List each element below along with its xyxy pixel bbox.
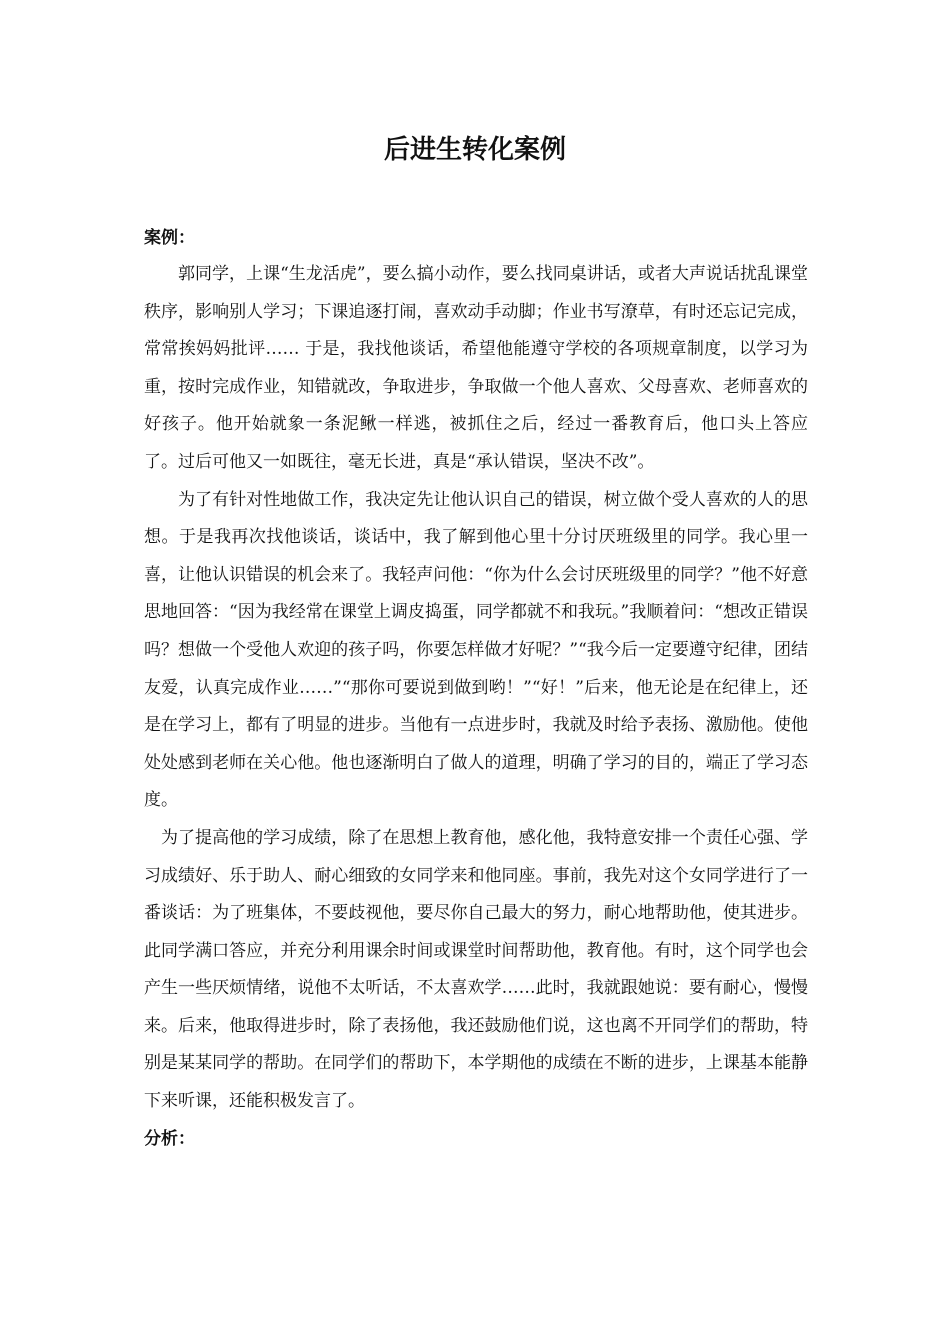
document-body: [144, 220, 808, 1157]
document-title: 后进生转化案例: [383, 135, 566, 165]
paragraph-1: 郭同学，上课“生龙活虎”，要么搞小动作，要么找同桌讲话，或者大声说话扰乱课堂秩序，影响别人学习；下课追逐打闹，喜欢动手动脚；作业书写潦草，有时还忘记完成，常常挨妈妈批评…… 于是，我找他谈话，希望他能遵守学校的各项规章制度，以学习为重，按时完成作业，知错就改，争取进步，争取做一个他人喜欢、父母喜欢、老师喜欢的好孩子。他开始就象一条泥鳅一样逃，被抓住之后，经过一番教育后，他口头上答应 了。过后可他又一如既往，毫无长进，真是“承认错误，坚决不改”。: [144, 264, 808, 472]
analysis-heading: 分析：: [144, 1128, 195, 1149]
paragraph-3: 为了提高他的学习成绩，除了在思想上教育他，感化他，我特意安排一个责任心强、学习成绩好、乐于助人、耐心细致的女同学来和他同座。事前，我先对这个女同学进行了一番谈话：为了班集体，不要歧视他，要尽你自己最大的努力，耐心地帮助他，使其进步。此同学满口答应，并充分利用课余时间或课堂时间帮助他，教育他。有时，这个同学也会产生一些厌烦情绪，说他不太听话，不太喜欢学……此时，我就跟她说：要有耐心，慢慢来。后来，他取得进步时，除了表扬他，我还鼓励他们说，这也离不开同学们的帮助，特别是某某同学的帮助。在同学们的帮助下，本学期他的成绩在不断的进步，上课基本能静下来听课，还能积极发言了。: [144, 827, 808, 1112]
case-heading: 案例：: [144, 228, 195, 248]
paragraph-2: 为了有针对性地做工作，我决定先让他认识自己的错误，树立做个受人喜欢的人的思想。于是我再次找他谈话，谈话中，我了解到他心里十分讨厌班级里的同学。我心里一喜，让他认识错误的机会来了。我轻声问他：“你为什么会讨厌班级里的同学？”他不好意思地回答：“因为我经常在课堂上调皮捣蛋，同学都就不和我玩。”我顺着问：“想改正错误吗？想做一个受他人欢迎的孩子吗，你要怎样做才好呢？”“我今后一定要遵守纪律，团结友爱，认真完成作业……”“那你可要说到做到哟！”“好！”后来，他无论是在纪律上，还是在学习上，都有了明显的进步。当他有一点进步时，我就及时给予表扬、激励他。使他处处感到老师在关心他。他也逐渐明白了做人的道理，明确了学习的目的，端正了学习态度。: [144, 489, 808, 811]
